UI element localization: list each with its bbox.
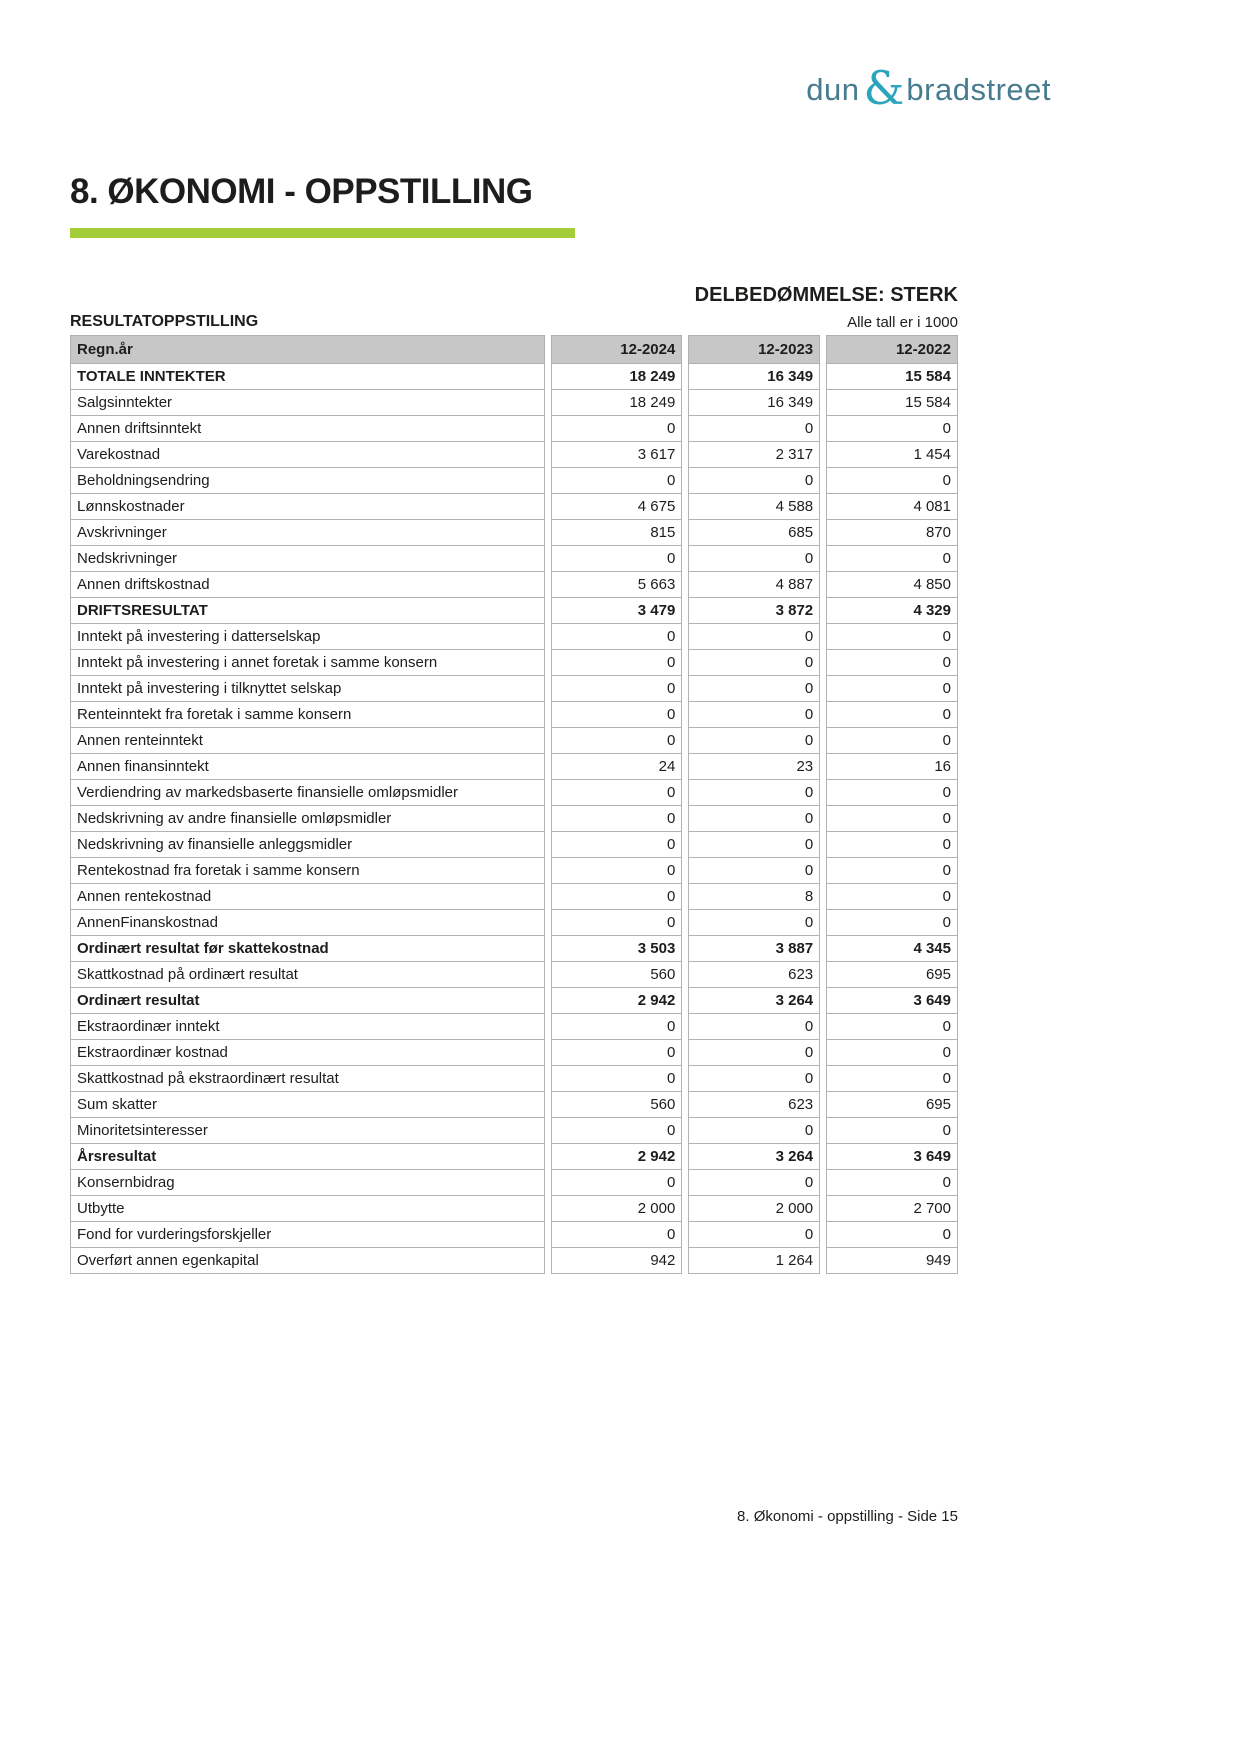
row-label: Annen driftskostnad <box>70 572 545 598</box>
row-label: Inntekt på investering i annet foretak i samme konsern <box>70 650 545 676</box>
row-value: 0 <box>688 702 820 728</box>
row-label: Verdiendring av markedsbaserte finansielle omløpsmidler <box>70 780 545 806</box>
table-row <box>70 1040 958 1066</box>
table-row <box>70 832 958 858</box>
row-value: 3 617 <box>551 442 683 468</box>
row-value: 0 <box>688 1066 820 1092</box>
row-value: 18 249 <box>551 390 683 416</box>
row-value: 2 317 <box>688 442 820 468</box>
page-content <box>70 0 958 1274</box>
row-value: 0 <box>551 1222 683 1248</box>
row-value: 0 <box>688 910 820 936</box>
row-value: 0 <box>826 1170 958 1196</box>
table-row <box>70 1222 958 1248</box>
row-label: Renteinntekt fra foretak i samme konsern <box>70 702 545 728</box>
row-value: 2 942 <box>551 988 683 1014</box>
row-value: 0 <box>826 1066 958 1092</box>
table-row <box>70 728 958 754</box>
page-footer: 8. Økonomi - oppstilling - Side 15 <box>737 1508 958 1525</box>
row-value: 0 <box>826 1222 958 1248</box>
table-header-row <box>70 335 958 364</box>
row-value: 623 <box>688 1092 820 1118</box>
row-value: 0 <box>551 806 683 832</box>
row-label: Nedskrivninger <box>70 546 545 572</box>
row-value: 0 <box>826 624 958 650</box>
table-row <box>70 702 958 728</box>
row-value: 4 887 <box>688 572 820 598</box>
row-label: Inntekt på investering i tilknyttet selskap <box>70 676 545 702</box>
row-value: 0 <box>688 728 820 754</box>
row-value: 3 503 <box>551 936 683 962</box>
row-value: 24 <box>551 754 683 780</box>
row-value: 16 349 <box>688 390 820 416</box>
row-value: 0 <box>688 806 820 832</box>
row-label: Annen renteinntekt <box>70 728 545 754</box>
row-label: Lønnskostnader <box>70 494 545 520</box>
row-value: 0 <box>688 468 820 494</box>
row-value: 815 <box>551 520 683 546</box>
row-value: 0 <box>688 546 820 572</box>
row-value: 2 942 <box>551 1144 683 1170</box>
row-value: 0 <box>826 702 958 728</box>
row-value: 23 <box>688 754 820 780</box>
result-statement-table <box>64 335 964 1274</box>
row-value: 0 <box>551 546 683 572</box>
section-label: RESULTATOPPSTILLING <box>70 313 259 330</box>
row-value: 0 <box>551 676 683 702</box>
table-row <box>70 780 958 806</box>
table-row <box>70 520 958 546</box>
table-row <box>70 936 958 962</box>
row-value: 0 <box>826 1118 958 1144</box>
row-label: Inntekt på investering i datterselskap <box>70 624 545 650</box>
table-row <box>70 962 958 988</box>
table-row <box>70 416 958 442</box>
row-value: 15 584 <box>826 364 958 390</box>
row-value: 0 <box>688 858 820 884</box>
row-label: DRIFTSRESULTAT <box>70 598 545 624</box>
title-accent-bar <box>70 228 575 238</box>
row-value: 3 479 <box>551 598 683 624</box>
row-value: 0 <box>826 806 958 832</box>
row-value: 0 <box>826 1040 958 1066</box>
table-row <box>70 910 958 936</box>
row-value: 685 <box>688 520 820 546</box>
row-label: Overført annen egenkapital <box>70 1248 545 1274</box>
row-label: Konsernbidrag <box>70 1170 545 1196</box>
row-value: 0 <box>551 468 683 494</box>
row-value: 4 081 <box>826 494 958 520</box>
row-label: Utbytte <box>70 1196 545 1222</box>
row-value: 0 <box>551 884 683 910</box>
header-regnar: Regn.år <box>70 335 545 364</box>
row-value: 18 249 <box>551 364 683 390</box>
row-value: 695 <box>826 962 958 988</box>
row-value: 0 <box>688 1118 820 1144</box>
row-value: 0 <box>826 416 958 442</box>
row-value: 0 <box>826 650 958 676</box>
row-label: Annen rentekostnad <box>70 884 545 910</box>
row-value: 560 <box>551 1092 683 1118</box>
row-value: 8 <box>688 884 820 910</box>
table-row <box>70 884 958 910</box>
table-row <box>70 468 958 494</box>
row-label: Fond for vurderingsforskjeller <box>70 1222 545 1248</box>
row-label: AnnenFinanskostnad <box>70 910 545 936</box>
table-row <box>70 442 958 468</box>
page-title: 8. ØKONOMI - OPPSTILLING <box>70 172 533 211</box>
row-value: 3 264 <box>688 1144 820 1170</box>
row-value: 0 <box>551 1118 683 1144</box>
table-row <box>70 1248 958 1274</box>
row-label: Avskrivninger <box>70 520 545 546</box>
row-value: 0 <box>826 780 958 806</box>
header-12-2024: 12-2024 <box>551 335 683 364</box>
row-value: 0 <box>688 676 820 702</box>
table-row <box>70 572 958 598</box>
table-row <box>70 858 958 884</box>
table-row <box>70 1092 958 1118</box>
table-row <box>70 676 958 702</box>
row-label: Annen finansinntekt <box>70 754 545 780</box>
row-label: Ordinært resultat <box>70 988 545 1014</box>
row-value: 3 649 <box>826 988 958 1014</box>
row-value: 0 <box>688 624 820 650</box>
row-label: Ekstraordinær inntekt <box>70 1014 545 1040</box>
table-row <box>70 1066 958 1092</box>
row-value: 0 <box>688 780 820 806</box>
table-row <box>70 1118 958 1144</box>
row-value: 0 <box>551 780 683 806</box>
row-value: 0 <box>551 1066 683 1092</box>
row-value: 0 <box>551 650 683 676</box>
row-value: 2 000 <box>688 1196 820 1222</box>
row-value: 4 588 <box>688 494 820 520</box>
row-value: 0 <box>826 910 958 936</box>
header-12-2023: 12-2023 <box>688 335 820 364</box>
row-value: 0 <box>551 1014 683 1040</box>
table-row <box>70 754 958 780</box>
row-value: 4 675 <box>551 494 683 520</box>
row-value: 5 663 <box>551 572 683 598</box>
row-value: 942 <box>551 1248 683 1274</box>
row-value: 949 <box>826 1248 958 1274</box>
header-12-2022: 12-2022 <box>826 335 958 364</box>
row-value: 0 <box>551 728 683 754</box>
units-note: Alle tall er i 1000 <box>847 314 958 331</box>
row-value: 1 264 <box>688 1248 820 1274</box>
row-label: Sum skatter <box>70 1092 545 1118</box>
row-label: Skattkostnad på ekstraordinært resultat <box>70 1066 545 1092</box>
table-row <box>70 598 958 624</box>
table-row <box>70 806 958 832</box>
table-row <box>70 1144 958 1170</box>
table-row <box>70 1170 958 1196</box>
row-label: Ekstraordinær kostnad <box>70 1040 545 1066</box>
logo-word-dun: dun <box>806 72 860 107</box>
row-value: 695 <box>826 1092 958 1118</box>
row-value: 0 <box>688 1170 820 1196</box>
row-value: 0 <box>551 910 683 936</box>
row-value: 3 649 <box>826 1144 958 1170</box>
table-row <box>70 624 958 650</box>
row-label: Beholdningsendring <box>70 468 545 494</box>
row-value: 3 264 <box>688 988 820 1014</box>
row-label: Nedskrivning av finansielle anleggsmidler <box>70 832 545 858</box>
table-subheader-row <box>70 313 958 331</box>
row-label: Rentekostnad fra foretak i samme konsern <box>70 858 545 884</box>
row-value: 4 850 <box>826 572 958 598</box>
row-value: 16 <box>826 754 958 780</box>
row-value: 0 <box>826 858 958 884</box>
row-label: Årsresultat <box>70 1144 545 1170</box>
row-value: 0 <box>551 1170 683 1196</box>
table-row <box>70 988 958 1014</box>
table-row <box>70 390 958 416</box>
row-value: 560 <box>551 962 683 988</box>
row-value: 3 887 <box>688 936 820 962</box>
row-value: 0 <box>688 1014 820 1040</box>
row-value: 0 <box>688 1222 820 1248</box>
row-value: 3 872 <box>688 598 820 624</box>
row-value: 0 <box>551 416 683 442</box>
row-label: Nedskrivning av andre finansielle omløpsmidler <box>70 806 545 832</box>
row-label: Annen driftsinntekt <box>70 416 545 442</box>
row-value: 4 329 <box>826 598 958 624</box>
row-value: 2 000 <box>551 1196 683 1222</box>
row-label: Salgsinntekter <box>70 390 545 416</box>
row-value: 0 <box>826 546 958 572</box>
row-label: Ordinært resultat før skattekostnad <box>70 936 545 962</box>
table-row <box>70 1196 958 1222</box>
row-value: 0 <box>688 650 820 676</box>
row-value: 15 584 <box>826 390 958 416</box>
row-value: 0 <box>551 1040 683 1066</box>
row-value: 16 349 <box>688 364 820 390</box>
logo-ampersand-icon: & <box>863 61 905 115</box>
row-value: 0 <box>826 884 958 910</box>
assessment-label: DELBEDØMMELSE: STERK <box>694 284 958 306</box>
row-value: 4 345 <box>826 936 958 962</box>
row-value: 1 454 <box>826 442 958 468</box>
row-value: 623 <box>688 962 820 988</box>
row-value: 0 <box>688 832 820 858</box>
row-value: 0 <box>826 676 958 702</box>
table-row <box>70 1014 958 1040</box>
row-label: Minoritetsinteresser <box>70 1118 545 1144</box>
row-value: 0 <box>826 832 958 858</box>
row-value: 0 <box>551 832 683 858</box>
row-value: 2 700 <box>826 1196 958 1222</box>
table-row <box>70 494 958 520</box>
row-value: 870 <box>826 520 958 546</box>
logo-word-bradstreet: bradstreet <box>906 72 1051 107</box>
row-value: 0 <box>826 1014 958 1040</box>
table-row <box>70 364 958 390</box>
row-label: Varekostnad <box>70 442 545 468</box>
row-value: 0 <box>826 468 958 494</box>
row-value: 0 <box>688 1040 820 1066</box>
row-value: 0 <box>551 624 683 650</box>
row-value: 0 <box>551 702 683 728</box>
table-row <box>70 546 958 572</box>
row-value: 0 <box>688 416 820 442</box>
table-row <box>70 650 958 676</box>
row-value: 0 <box>826 728 958 754</box>
row-label: Skattkostnad på ordinært resultat <box>70 962 545 988</box>
row-label: TOTALE INNTEKTER <box>70 364 545 390</box>
row-value: 0 <box>551 858 683 884</box>
